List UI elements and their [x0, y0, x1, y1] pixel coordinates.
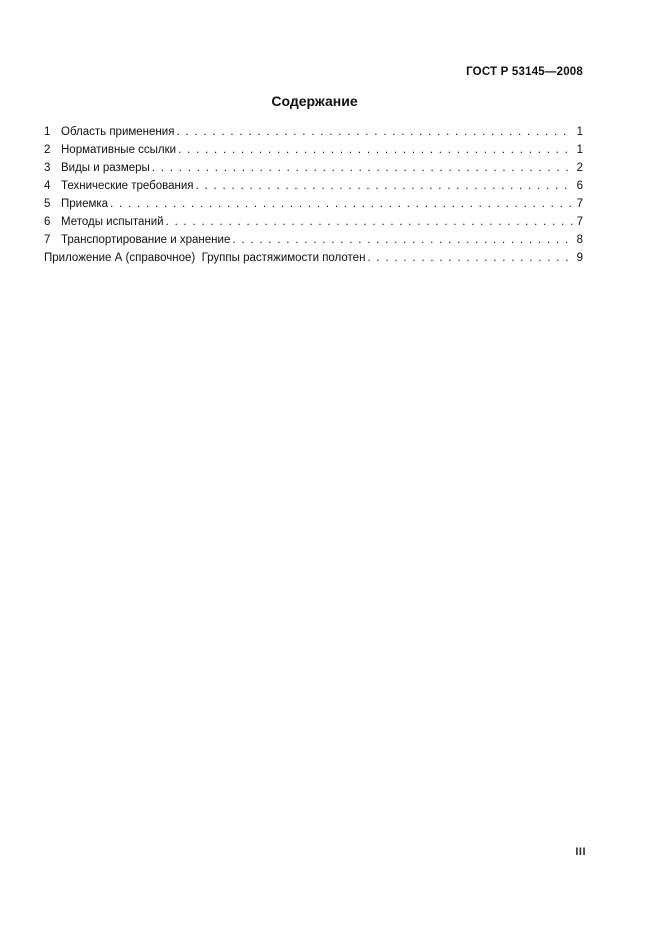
- toc-entry: [44, 195, 583, 213]
- dot-leader: [152, 159, 573, 177]
- doc-code: ГОСТ Р 53145—2008: [466, 66, 583, 78]
- toc-entry: [44, 213, 583, 231]
- toc-entry-number: 3: [44, 162, 51, 174]
- toc-entry-label: Технические требования: [61, 180, 194, 192]
- toc-entry-label: Методы испытаний: [61, 216, 164, 228]
- toc-entry: [44, 123, 583, 141]
- toc-list: [44, 123, 583, 267]
- toc-entry-number: 1: [44, 126, 51, 138]
- folio-page-number: III: [575, 846, 586, 858]
- toc-entry-page: 9: [576, 252, 583, 264]
- toc-entry: [44, 177, 583, 195]
- toc-entry-page: 1: [576, 126, 583, 138]
- toc-entry-number: 5: [44, 198, 51, 210]
- toc-entry: [44, 231, 583, 249]
- toc-entry: [44, 141, 583, 159]
- dot-leader: [196, 177, 573, 195]
- dot-leader: [110, 195, 573, 213]
- page-title: Содержание: [271, 93, 358, 109]
- toc-entry-page: 1: [576, 144, 583, 156]
- toc-entry-page: 2: [576, 162, 583, 174]
- toc-entry-number: 4: [44, 180, 51, 192]
- toc-entry: [44, 159, 583, 177]
- toc-entry-label: Транспортирование и хранение: [61, 234, 231, 246]
- toc-entry-page: 8: [576, 234, 583, 246]
- dot-leader: [166, 213, 573, 231]
- toc-entry-number: 7: [44, 234, 51, 246]
- dot-leader: [178, 141, 573, 159]
- dot-leader: [232, 231, 573, 249]
- toc-entry-label: Нормативные ссылки: [61, 144, 177, 156]
- toc-entry: [44, 249, 583, 267]
- toc-entry-number: 6: [44, 216, 51, 228]
- toc-entry-number: 2: [44, 144, 51, 156]
- toc-entry-label: Приложение А (справочное) Группы растяжимости полотен: [44, 252, 366, 264]
- toc-entry-page: 6: [576, 180, 583, 192]
- toc-entry-label: Приемка: [61, 198, 109, 210]
- dot-leader: [176, 123, 573, 141]
- toc-entry-page: 7: [576, 216, 583, 228]
- dot-leader: [367, 249, 573, 267]
- toc-entry-page: 7: [576, 198, 583, 210]
- toc-entry-label: Область применения: [61, 126, 175, 138]
- toc-entry-label: Виды и размеры: [61, 162, 150, 174]
